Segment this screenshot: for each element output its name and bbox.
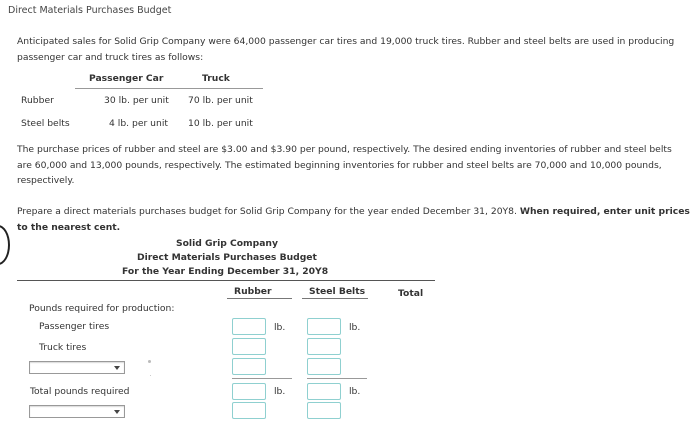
usage-row-passenger: 30 lb. per unit <box>104 95 169 106</box>
steel-column-rule <box>302 298 368 299</box>
collapse-indicator-icon <box>0 225 10 265</box>
usage-header-truck: Truck <box>202 73 230 84</box>
rubber-passenger-input[interactable] <box>232 318 266 335</box>
usage-row-passenger: 4 lb. per unit <box>109 118 168 129</box>
row-label-dropdown[interactable] <box>29 405 125 418</box>
usage-row-label: Rubber <box>21 95 54 106</box>
column-steel-belts: Steel Belts <box>309 286 366 297</box>
usage-row-truck: 10 lb. per unit <box>188 118 253 129</box>
usage-header-rule <box>75 88 263 89</box>
budget-name: Direct Materials Purchases Budget <box>137 252 317 263</box>
column-total: Total <box>398 288 424 299</box>
intro-paragraph: Anticipated sales for Solid Grip Company were 64,000 passenger car tires and 19,000 truck tires. Rubber and steel belts are used in producing passenger car and truck tires as follows: <box>17 36 675 63</box>
steel-truck-input[interactable] <box>307 338 341 355</box>
budget-period: For the Year Ending December 31, 20Y8 <box>122 266 329 277</box>
rubber-total-input[interactable] <box>232 383 266 400</box>
rubber-subtotal-rule <box>232 378 292 379</box>
usage-row-label: Steel belts <box>21 118 70 129</box>
unit-label: lb. <box>274 386 286 397</box>
page-title: Direct Materials Purchases Budget <box>8 5 172 16</box>
instruction-paragraph <box>17 204 697 235</box>
usage-row-truck: 70 lb. per unit <box>188 95 253 106</box>
chevron-down-icon <box>114 366 120 370</box>
budget-company: Solid Grip Company <box>176 238 278 249</box>
usage-header-passenger: Passenger Car <box>89 73 164 84</box>
divider <box>150 375 151 376</box>
row-label-passenger-tires: Passenger tires <box>39 321 110 332</box>
chevron-down-icon <box>114 410 120 414</box>
instruction-text: Prepare a direct materials purchases budget for Solid Grip Company for the year ended December 31, 20Y8. <box>17 206 517 217</box>
steel-subtotal-rule <box>307 378 367 379</box>
instruction-emphasis: When required, enter unit prices to the nearest cent. <box>17 206 690 233</box>
bullet-dot-icon <box>148 360 151 363</box>
steel-extra-input[interactable] <box>307 358 341 375</box>
rubber-next-input[interactable] <box>232 402 266 419</box>
unit-label: lb. <box>349 386 361 397</box>
budget-heading-rule <box>17 280 435 281</box>
rubber-extra-input[interactable] <box>232 358 266 375</box>
unit-label: lb. <box>274 322 286 333</box>
rubber-truck-input[interactable] <box>232 338 266 355</box>
steel-passenger-input[interactable] <box>307 318 341 335</box>
rubber-column-rule <box>227 298 292 299</box>
row-label-truck-tires: Truck tires <box>39 342 87 353</box>
row-label-dropdown[interactable] <box>29 361 125 374</box>
prices-paragraph: The purchase prices of rubber and steel are $3.00 and $3.90 per pound, respectively. The desired ending inventories of rubber and steel belts are 60,000 and 13,000 pounds, respectively. The estimated beginning inventories for rubber and steel belts are 70,000 and 10,000 pounds, respectively. <box>17 144 672 186</box>
column-rubber: Rubber <box>234 286 272 297</box>
steel-total-input[interactable] <box>307 383 341 400</box>
row-label-total-pounds: Total pounds required <box>30 386 130 397</box>
unit-label: lb. <box>349 322 361 333</box>
section-label: Pounds required for production: <box>29 303 175 314</box>
steel-next-input[interactable] <box>307 402 341 419</box>
